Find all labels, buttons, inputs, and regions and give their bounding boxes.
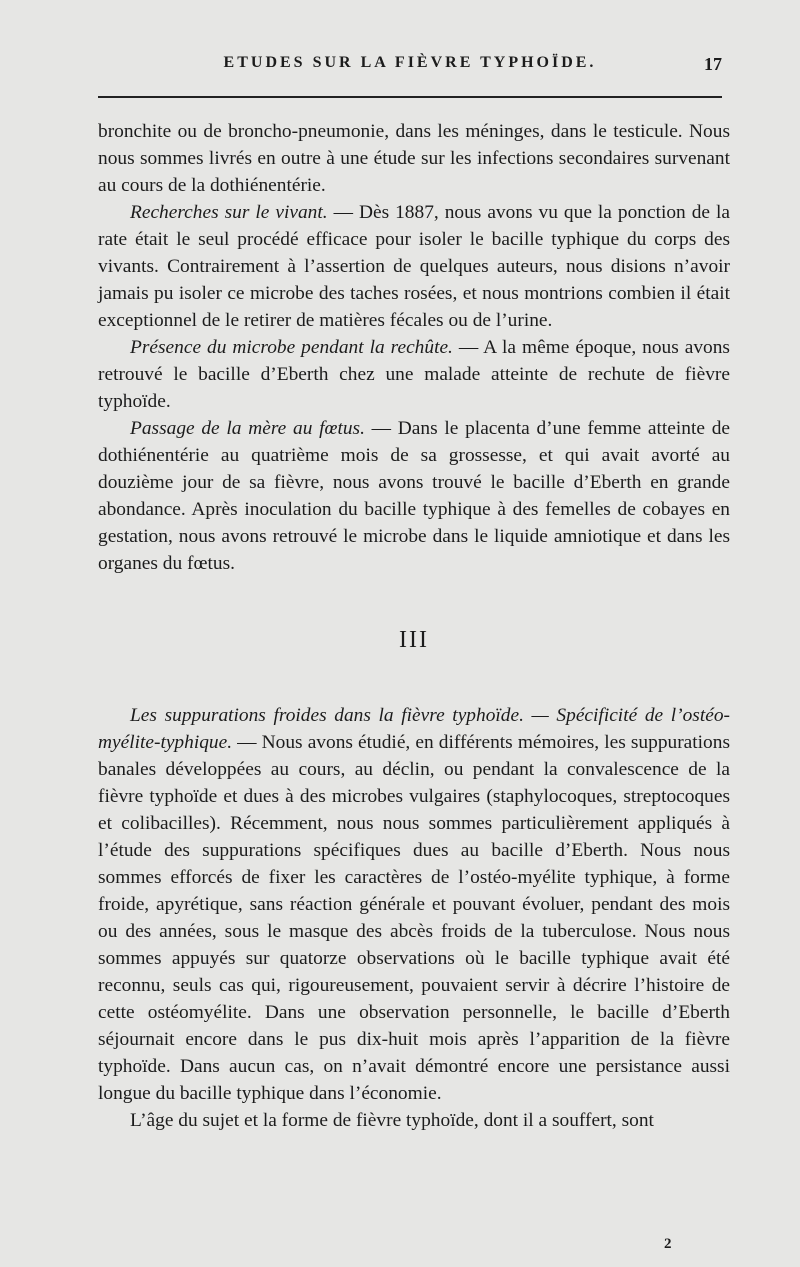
paragraph-2-title: Recherches sur le vivant. — [130, 202, 328, 223]
paragraph-1: bronchite ou de broncho-pneumonie, dans les méninges, dans le testicule. Nous nous sommes livrés en outre à une étude sur les infections secondaires survenant au cours de la dothiénentérie. — [98, 121, 730, 196]
paragraph-6: L’âge du sujet et la forme de fièvre typhoïde, dont il a souffert, sont — [130, 1110, 654, 1131]
paragraph-4 — [98, 415, 730, 577]
paragraph-3-title: Présence du microbe pendant la rechûte. — [130, 337, 453, 358]
page-header — [98, 54, 722, 82]
paragraph-3 — [98, 334, 730, 415]
paragraph-5 — [98, 702, 730, 1107]
section-number: III — [399, 627, 429, 653]
paragraph-2 — [98, 199, 730, 334]
signature-mark: 2 — [664, 1236, 672, 1252]
body-text — [98, 118, 730, 1134]
paragraph-4-text: — Dans le placenta d’une femme atteinte de dothiénentérie au quatrième mois de sa grossesse, et qui avait avorté au douzième jour de sa fièvre, nous avons trouvé le bacille d’Eberth en grande abondance. Après inoculation du bacille typhique à des femelles de cobayes en gestation, nous avons retrouvé le microbe dans le liquide amniotique et dans les organes du fœtus. — [98, 418, 731, 574]
paragraph-2-text: — Dès 1887, nous avons vu que la ponction de la rate était le seul procédé efficace pour isoler le bacille typhique du corps des vivants. Contrairement à l’assertion de quelques auteurs, nous disions n’avoir jamais pu isoler ce microbe des taches rosées, et nous montrions combien il était exceptionnel de le retirer de matières fécales ou de l’urine. — [98, 202, 730, 331]
paragraph-5-text: — Nous avons étudié, en différents mémoires, les suppurations banales développées au cours, au déclin, ou pendant la convalescence de la fièvre typhoïde et dues à des microbes vulgaires (staphylocoques, streptocoques et colibacilles). Récemment, nous nous sommes particulièrement appliqués à l’étude des suppurations spécifiques dues au bacille d’Eberth. Nous nous sommes efforcés de fixer les caractères de l’ostéo-myélite typhique, à forme froide, apyrétique, sans réaction générale et pouvant évoluer, pendant des mois ou des années, sous le masque des abcès froids de la tuberculose. Nous nous sommes appuyés sur quatorze observations où le bacille typhique avait été reconnu, seuls cas qui, rigoureusement, pouvaient servir à décrire l’histoire de cette ostéomyélite. Dans une observation personnelle, le bacille d’Eberth séjournait encore dans le pus dix-huit mois après l’apparition de la fièvre typhoïde. Dans aucun cas, on n’avait démontré encore une persistance aussi longue du bacille typhique dans l’économie. — [98, 732, 730, 1104]
paragraph-5-title: Les suppurations froides dans la fièvre typhoïde. — Spécificité de l’ostéo-myélite-typhique. — [98, 705, 730, 753]
header-rule — [98, 96, 722, 98]
page-number: 17 — [704, 54, 722, 74]
running-title: ETUDES SUR LA FIÈVRE TYPHOÏDE. — [223, 54, 597, 71]
paragraph-4-title: Passage de la mère au fœtus. — [130, 418, 365, 439]
paragraph-3-text: — A la même époque, nous avons retrouvé le bacille d’Eberth chez une malade atteinte de rechute de fièvre typhoïde. — [98, 337, 730, 412]
